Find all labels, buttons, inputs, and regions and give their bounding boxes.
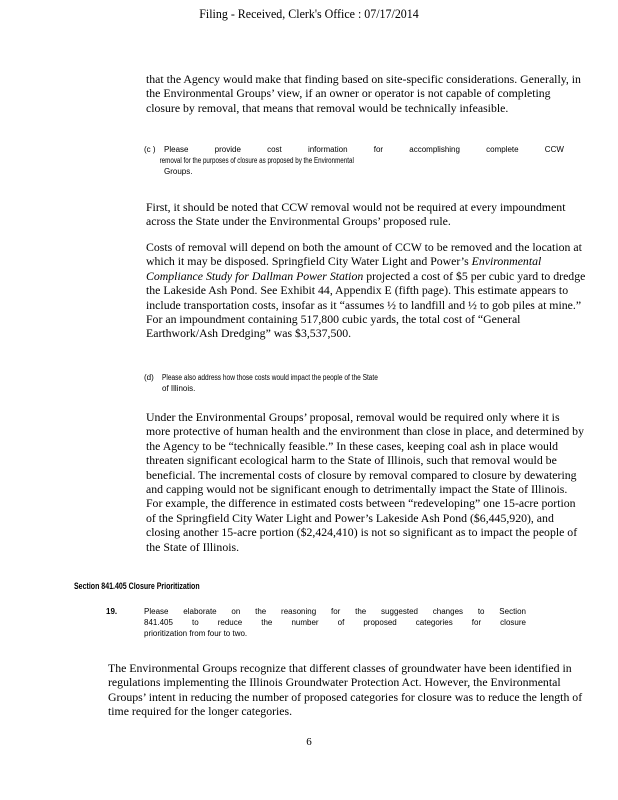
question-19 [106, 606, 526, 639]
word: on [231, 607, 241, 616]
word: the [255, 607, 267, 616]
word: provide [214, 145, 241, 154]
word: number [291, 618, 319, 627]
word: Please [164, 145, 189, 154]
paragraph-first: First, it should be noted that CCW removal would not be required at every impoundment across the State under the Environmental Groups’ proposed rule. [146, 200, 566, 229]
word: complete [486, 145, 519, 154]
word: Please [144, 607, 169, 616]
costs-text-b: projected a cost of $5 per cubic yard to dredge the Lakeside Ash Pond. See Exhibit 44, Appendix E (fifth page). This estimate appears to include transportation costs, insofar as it “assumes ½ to landfill and ½ to gob piles at mine.” For an impoundment containing 517,800 cubic yards, the total cost of “General Earthwork/Ash Dredging” was $3,537,500. [146, 268, 586, 341]
question-c-line1 [162, 144, 564, 155]
word: 841.405 [144, 618, 173, 627]
word: cost [267, 145, 282, 154]
paragraph-intro: that the Agency would make that finding based on site-specific considerations. Generally, in the Environmental Groups’ view, if an owner or operator is not capable of completing closure by removal, that means that removal would be technically infeasible. [146, 72, 581, 115]
question-19-label: 19. [106, 607, 118, 616]
word: reduce [217, 618, 243, 627]
question-d [144, 372, 464, 394]
question-19-line3: prioritization from four to two. [144, 629, 248, 638]
costs-text-a: Costs of removal will depend on both the amount of CCW to be removed and the location at which it may be disposed. Springfield City Water Light and Power’s [146, 240, 582, 269]
question-c-line2: removal for the purposes of closure as proposed by the Environmental [159, 156, 354, 165]
word: information [307, 145, 348, 154]
word: accomplishing [409, 145, 460, 154]
paragraph-under-proposal: Under the Environmental Groups’ proposal, removal would be required only where it is more protective of human health and the environment than close in place, and determined by the Agency to be “technically feasible.” In these cases, keeping coal ash in place would threaten significant ecological harm to the State of Illinois, such that removal would be beneficial. The incremental costs of closure by removal compared to closure by dewatering and capping would not be significant enough to detrimentally impact the State of Illinois. For example, the difference in estimated costs between “redeveloping” one 15-acre portion of the Springfield City Water Light and Power’s Lakeside Ash Pond ($6,445,920), and closing another 15-acre portion ($2,424,410) is not so significant as to impact the people of the State of Illinois. [146, 410, 584, 554]
word: proposed [363, 618, 397, 627]
word: categories [415, 618, 453, 627]
word: for [373, 145, 384, 154]
paragraph-costs [146, 240, 586, 341]
question-d-line2: of Illinois. [162, 384, 196, 393]
question-d-label: (d) [144, 373, 154, 382]
word: reasoning [281, 607, 317, 616]
question-c [144, 144, 564, 177]
word: the [355, 607, 367, 616]
word: CCW [544, 145, 564, 154]
word: elaborate [183, 607, 217, 616]
question-c-label: (c ) [144, 145, 156, 154]
word: to [477, 607, 485, 616]
word: for [330, 607, 341, 616]
word: suggested [381, 607, 418, 616]
question-d-line1: Please also address how those costs would impact the people of the State [162, 373, 378, 382]
word: closure [500, 618, 526, 627]
question-c-line3: Groups. [164, 167, 193, 176]
word: the [261, 618, 273, 627]
page-number: 6 [306, 736, 312, 748]
word: Section [499, 607, 526, 616]
study-title: Environmental Compliance Study for Dallman Power Station [146, 254, 542, 283]
word: for [471, 618, 482, 627]
filing-header: Filing - Received, Clerk's Office : 07/17/2014 [199, 6, 419, 21]
paragraph-last: The Environmental Groups recognize that different classes of groundwater have been identified in regulations implementing the Illinois Groundwater Protection Act. However, the Environmental Groups’ intent in reducing the number of proposed categories for closure was to reduce the length of time required for the longer categories. [108, 661, 583, 719]
word: changes [432, 607, 464, 616]
word: to [191, 618, 199, 627]
word: of [337, 618, 345, 627]
question-19-line2 [144, 617, 526, 628]
question-19-line1 [144, 606, 526, 617]
section-heading: Section 841.405 Closure Prioritization [74, 581, 200, 591]
